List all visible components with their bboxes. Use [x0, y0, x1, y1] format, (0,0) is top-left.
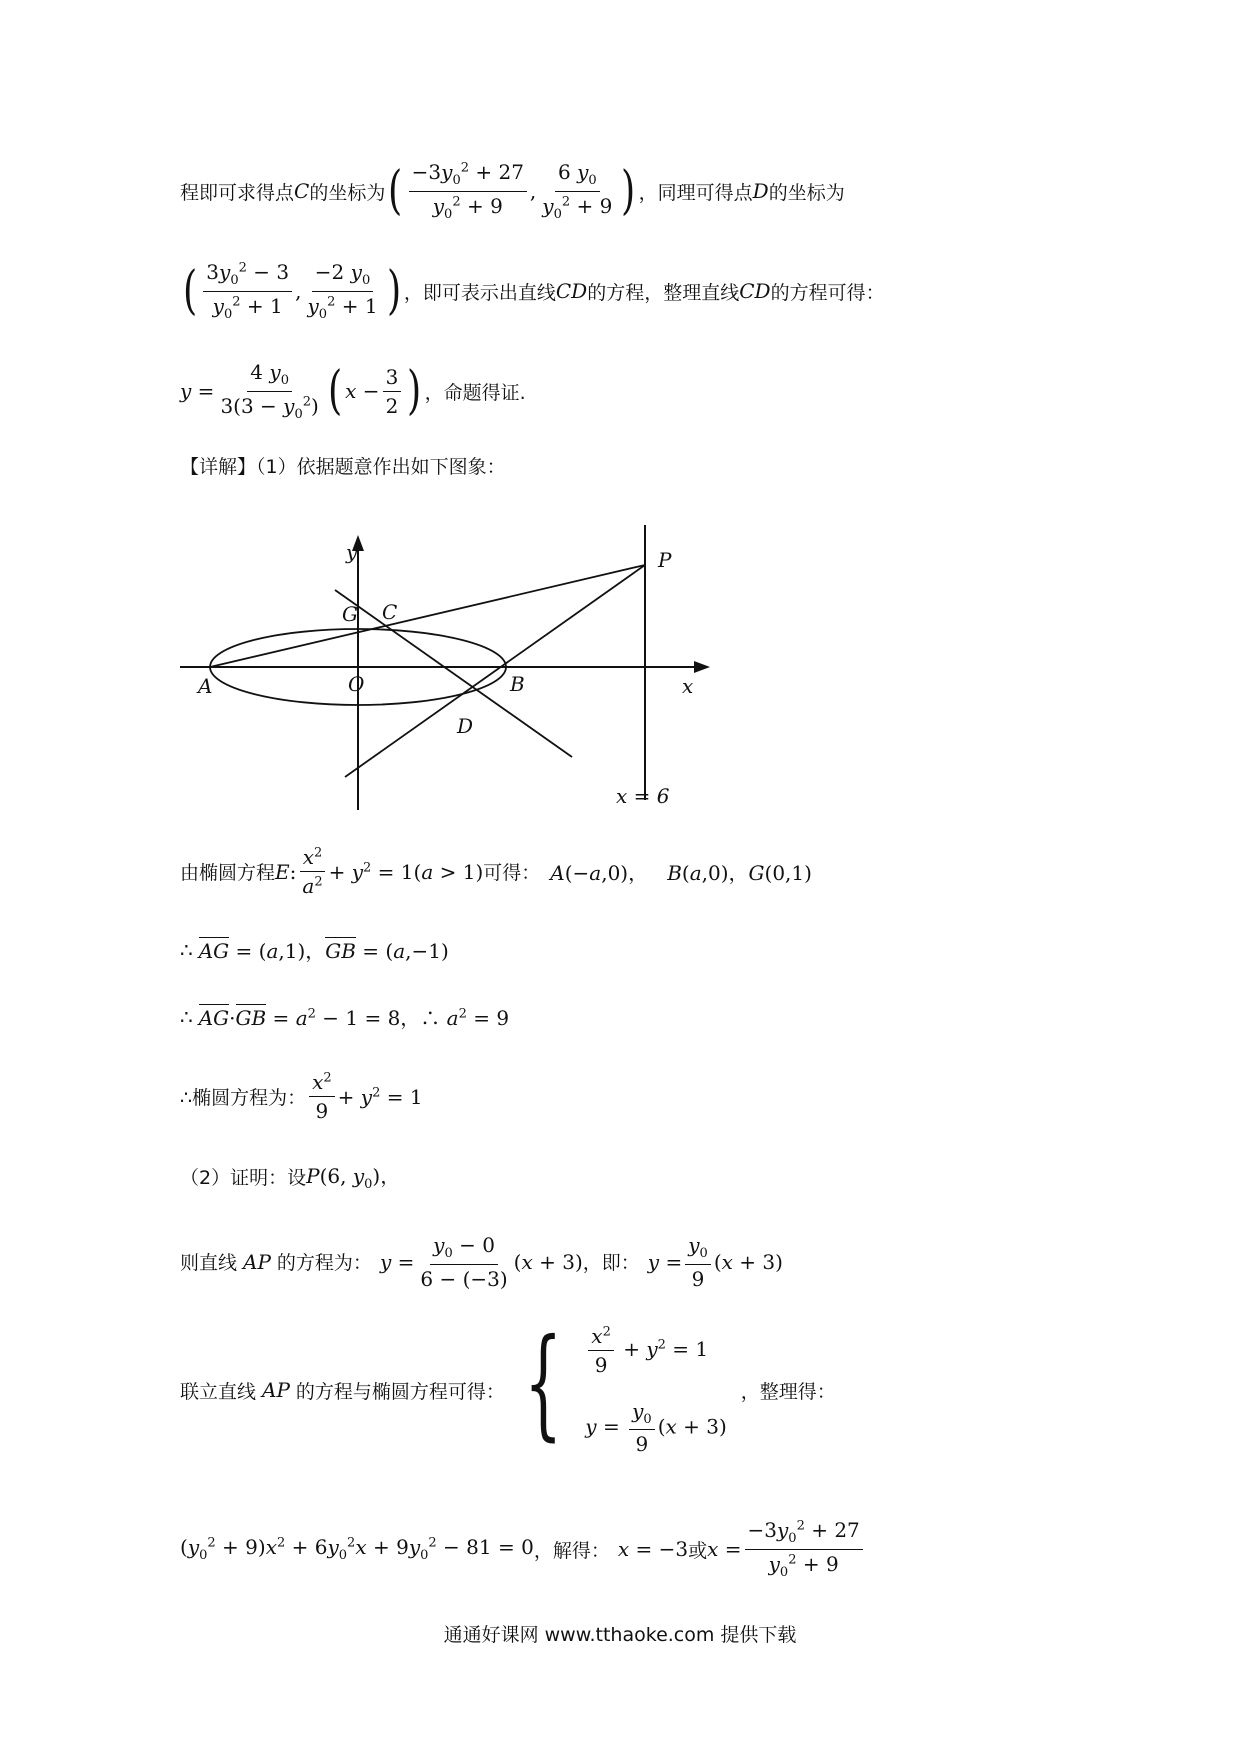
- label-P: P: [658, 548, 672, 572]
- label-C: C: [382, 600, 398, 624]
- text-line-1: 程即可求得点 C 的坐标为 ( $\frac{-3y_0^2 + 27}{y_0^2 + 9}$ , $\frac{6 y_0}{y_0^2 + 9}$ ) ，同理可得点 D 的坐标为: [180, 160, 845, 222]
- line-ap-line: 则直线 AP 的方程为： y = $\frac{y_0 - 0}{6 - (-3)}$ (x + 3) ，即： y = $\frac{y_0}{9}$ (x + 3): [180, 1233, 783, 1291]
- vector-line-1: ∴ AG = (a,1)，GB = (a,−1): [180, 937, 449, 963]
- ellipse-equation-line: 由椭圆方程 E : $\frac{x^2}{a^2}$ + $y^2 = 1(a > 1)$ 可得： A(−a,0)， B(a,0)，G(0,1): [180, 845, 812, 898]
- label-O: O: [348, 672, 365, 696]
- joint-line: 联立直线 AP 的方程与椭圆方程可得： { $\frac{x^2}{9}$ + $y^2 = 1$ y = $\frac{y_0}{9}$ (x + 3) ，整理得：: [180, 1313, 836, 1457]
- detail-heading: 【详解】（1）依据题意作出如下图象：: [180, 456, 506, 478]
- solve-line: $(y_0^2 + 9)x^2 + 6y_0^2x + 9y_0^2 - 81 = 0$ ，解得： x = −3 或 x = $\frac{-3y_0^2 + 27}{y_0^2 + 9}$: [180, 1518, 866, 1580]
- x-axis-label: x: [682, 674, 694, 698]
- y-axis-label: y: [346, 540, 358, 564]
- vector-line-2: ∴ $AG\cdot GB = a^2 - 1 = 8$，∴ $a^2 = 9$: [180, 1004, 510, 1030]
- label-x6: x = 6: [616, 784, 670, 808]
- label-G: G: [342, 602, 358, 626]
- ellipse-figure: [170, 515, 720, 815]
- text-line-2: ( $\frac{3y_0^2 - 3}{y_0^2 + 1}$ , $\frac{-2 y_0}{y_0^2 + 1}$ ) ，即可表示出直线 CD 的方程，整理直线 CD 的方程可得：: [183, 260, 885, 322]
- label-B: B: [510, 672, 525, 696]
- text-line-3: y = $\frac{4 y_0}{3(3 - y_0^2)}$ ( x − $\frac{3}{2}$ ) ，命题得证.: [180, 360, 526, 422]
- ellipse-result-line: ∴椭圆方程为： $\frac{x^2}{9}$ + $y^2 = 1$: [180, 1070, 423, 1123]
- label-A: A: [198, 674, 213, 698]
- label-D: D: [457, 714, 474, 738]
- footer-text: 通通好课网 www.tthaoke.com 提供下载: [443, 1624, 797, 1646]
- proof-line: （2）证明：设 P (6, $y_0$)，: [180, 1164, 401, 1192]
